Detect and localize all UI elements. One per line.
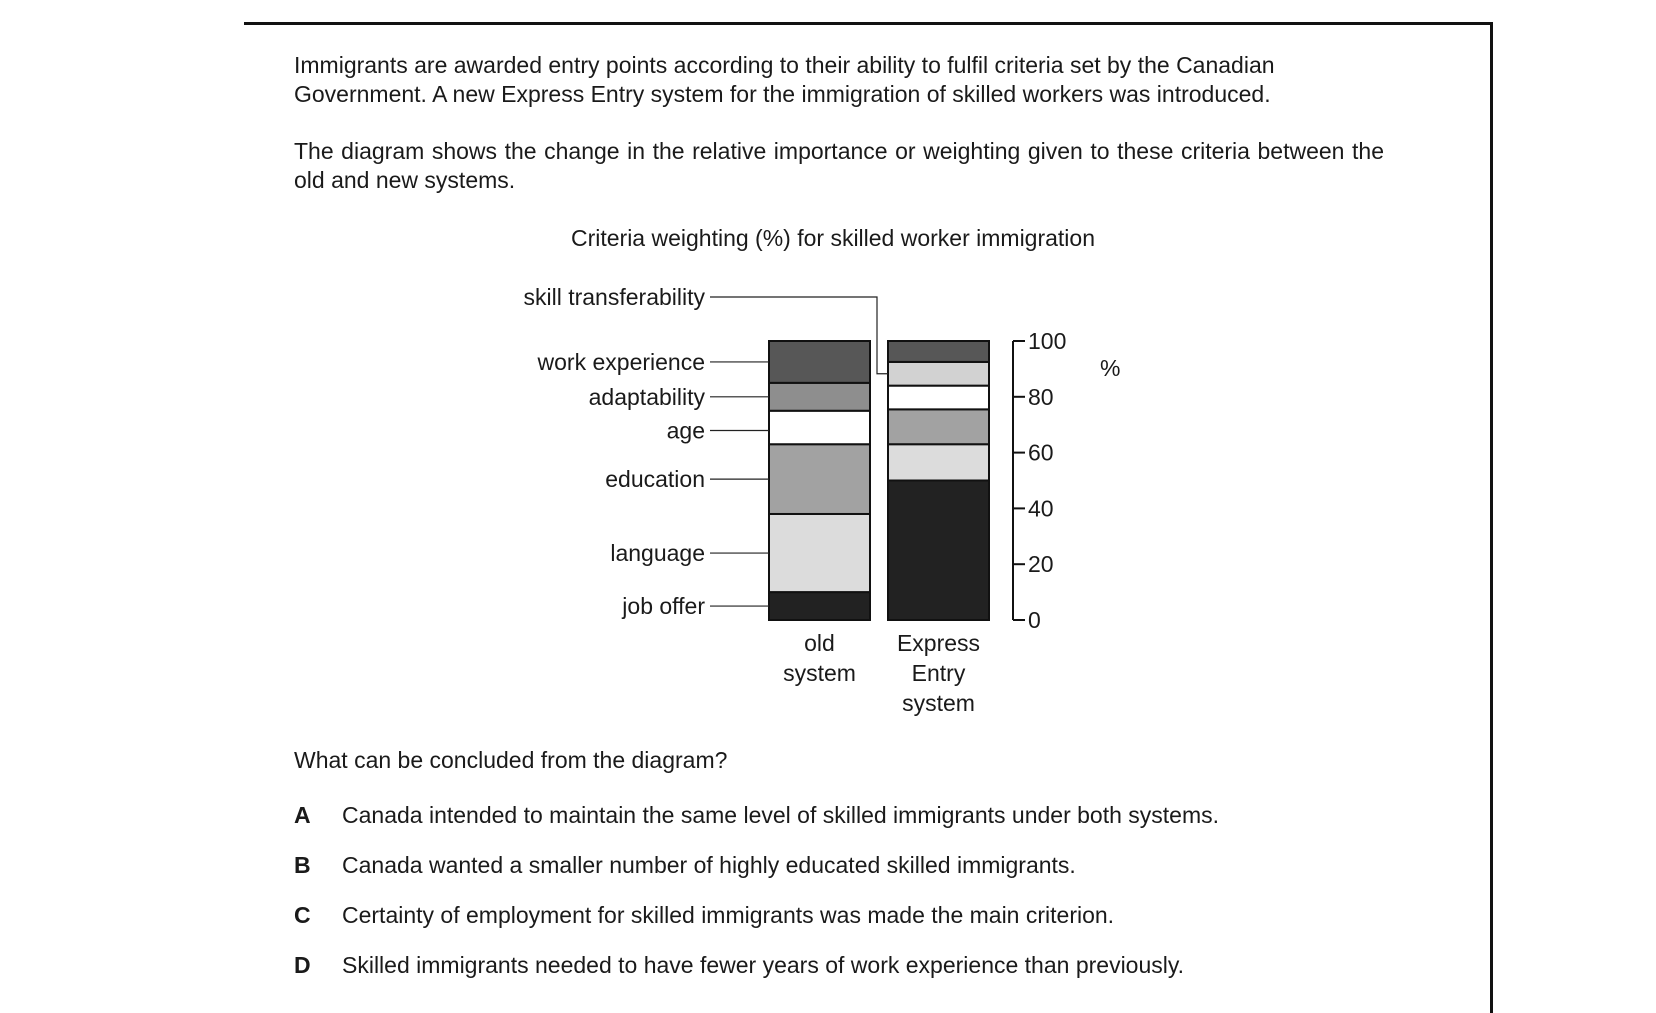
x-axis-labels xyxy=(783,630,980,716)
question-text: What can be concluded from the diagram? xyxy=(294,747,728,773)
bars xyxy=(769,341,989,620)
chart-title: Criteria weighting (%) for skilled worker immigration xyxy=(570,225,1096,251)
segment-label: work experience xyxy=(537,348,705,375)
y-tick-label: 100 xyxy=(1028,328,1067,354)
option-text: Certainty of employment for skilled immigrants was made the main criterion. xyxy=(342,902,1115,928)
bar-segment-work-experience xyxy=(888,341,989,362)
segment-label: age xyxy=(666,417,705,444)
bar-segment-job-offer xyxy=(888,481,989,621)
option-letter: D xyxy=(294,952,311,978)
bar-segment-job-offer xyxy=(769,592,870,620)
segment-label: language xyxy=(610,540,705,567)
y-tick-label: 60 xyxy=(1028,439,1054,466)
option-letter: A xyxy=(294,802,311,828)
segment-label: job offer xyxy=(622,593,705,620)
bar-segment-adaptability xyxy=(769,383,870,411)
description-paragraph: The diagram shows the change in the relative importance or weighting given to these criteria between the old and new systems. xyxy=(294,138,1384,193)
bar-segment-age xyxy=(769,411,870,444)
option-letter: B xyxy=(294,852,311,878)
y-axis xyxy=(1013,328,1066,633)
y-tick-label: 80 xyxy=(1028,383,1054,410)
option-text: Canada wanted a smaller number of highly educated skilled immigrants. xyxy=(342,852,1076,878)
y-tick-label: 20 xyxy=(1028,551,1054,578)
segment-label: adaptability xyxy=(588,383,705,410)
bar-segment-skill-transferability xyxy=(888,362,989,386)
y-axis-unit-label: % xyxy=(1100,355,1121,381)
bar-segment-age xyxy=(888,386,989,410)
bar-segment-language xyxy=(888,444,989,480)
segment-label: skill transferability xyxy=(523,284,705,310)
bar-segment-work-experience xyxy=(769,341,870,383)
option-text: Canada intended to maintain the same level of skilled immigrants under both systems. xyxy=(342,802,1220,828)
intro-paragraph: Immigrants are awarded entry points according to their ability to fulfil criteria set by the Canadian Government. A new Express Entry system for the immigration of skilled workers was introduced. xyxy=(294,52,1275,107)
bar-segment-language xyxy=(769,514,870,592)
segment-label: education xyxy=(605,466,705,493)
bar-segment-education xyxy=(769,444,870,514)
x-category-label: old system xyxy=(783,630,856,686)
y-tick-label: 40 xyxy=(1028,495,1054,522)
option-letter: C xyxy=(294,902,311,928)
option-text: Skilled immigrants needed to have fewer years of work experience than previously. xyxy=(342,952,1185,978)
y-tick-label: 0 xyxy=(1028,607,1041,633)
bar-segment-education xyxy=(888,409,989,444)
x-category-label: Express Entry system xyxy=(896,630,981,716)
